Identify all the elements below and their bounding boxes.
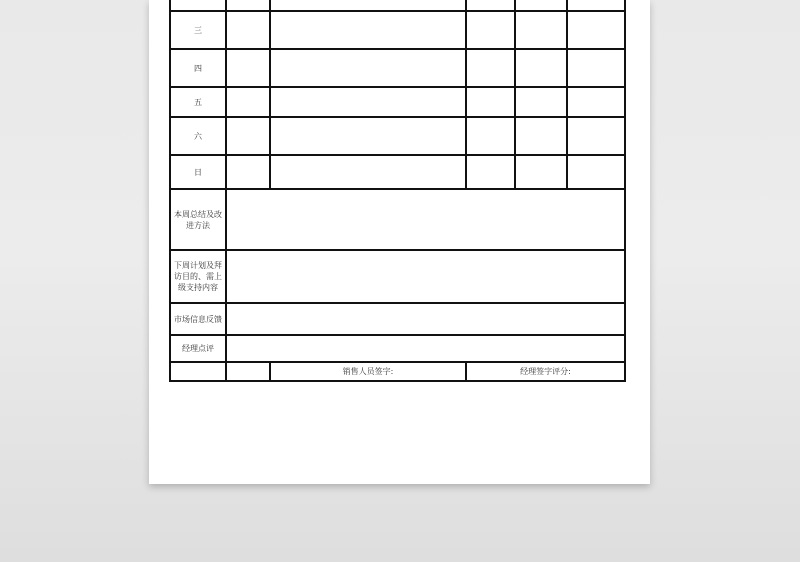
weekly-report-table — [169, 0, 626, 382]
day-label: 四 — [170, 49, 226, 87]
table-cell — [226, 11, 270, 49]
summary-content-cell — [226, 303, 625, 335]
table-cell — [226, 0, 270, 11]
day-label: 日 — [170, 155, 226, 189]
table-cell — [567, 49, 625, 87]
table-cell — [226, 362, 270, 381]
day-row — [170, 0, 625, 11]
table-cell — [466, 87, 515, 117]
summary-content-cell — [226, 250, 625, 303]
day-label: 六 — [170, 117, 226, 155]
table-cell — [515, 87, 567, 117]
summary-label: 市场信息反馈 — [170, 303, 226, 335]
summary-label: 经理点评 — [170, 335, 226, 362]
summary-content-cell — [226, 335, 625, 362]
table-cell — [270, 0, 466, 11]
day-row — [170, 49, 625, 87]
table-cell — [515, 0, 567, 11]
table-cell — [515, 49, 567, 87]
table-cell — [270, 11, 466, 49]
day-label: 三 — [170, 11, 226, 49]
summary-label: 下周计划及拜访目的、需上级支持内容 — [170, 250, 226, 303]
summary-row — [170, 189, 625, 250]
signature-row — [170, 362, 625, 381]
table-cell — [567, 0, 625, 11]
table-cell — [270, 155, 466, 189]
table-cell — [515, 117, 567, 155]
table-cell — [567, 155, 625, 189]
table-cell — [466, 0, 515, 11]
table-cell — [170, 362, 226, 381]
table-cell — [270, 49, 466, 87]
table-cell — [466, 49, 515, 87]
table-cell — [226, 155, 270, 189]
summary-row — [170, 250, 625, 303]
table-cell — [515, 155, 567, 189]
table-cell — [515, 11, 567, 49]
table-cell — [567, 117, 625, 155]
manager-signature-label: 经理签字评分: — [520, 367, 571, 376]
table-cell — [270, 117, 466, 155]
summary-row — [170, 303, 625, 335]
table-cell — [567, 11, 625, 49]
salesperson-signature-cell — [270, 362, 466, 381]
document-page — [149, 0, 650, 484]
day-row — [170, 87, 625, 117]
day-label: 五 — [170, 87, 226, 117]
day-row — [170, 155, 625, 189]
table-cell — [466, 155, 515, 189]
summary-label: 本周总结及改进方法 — [170, 189, 226, 250]
table-cell — [466, 117, 515, 155]
summary-row — [170, 335, 625, 362]
day-label — [170, 0, 226, 11]
salesperson-signature-label: 销售人员签字: — [342, 367, 394, 376]
table-cell — [226, 49, 270, 87]
table-cell — [466, 11, 515, 49]
day-row — [170, 117, 625, 155]
table-cell — [226, 117, 270, 155]
table-cell — [567, 87, 625, 117]
manager-signature-cell — [466, 362, 625, 381]
table-cell — [226, 87, 270, 117]
day-row — [170, 11, 625, 49]
table-cell — [270, 87, 466, 117]
summary-content-cell — [226, 189, 625, 250]
